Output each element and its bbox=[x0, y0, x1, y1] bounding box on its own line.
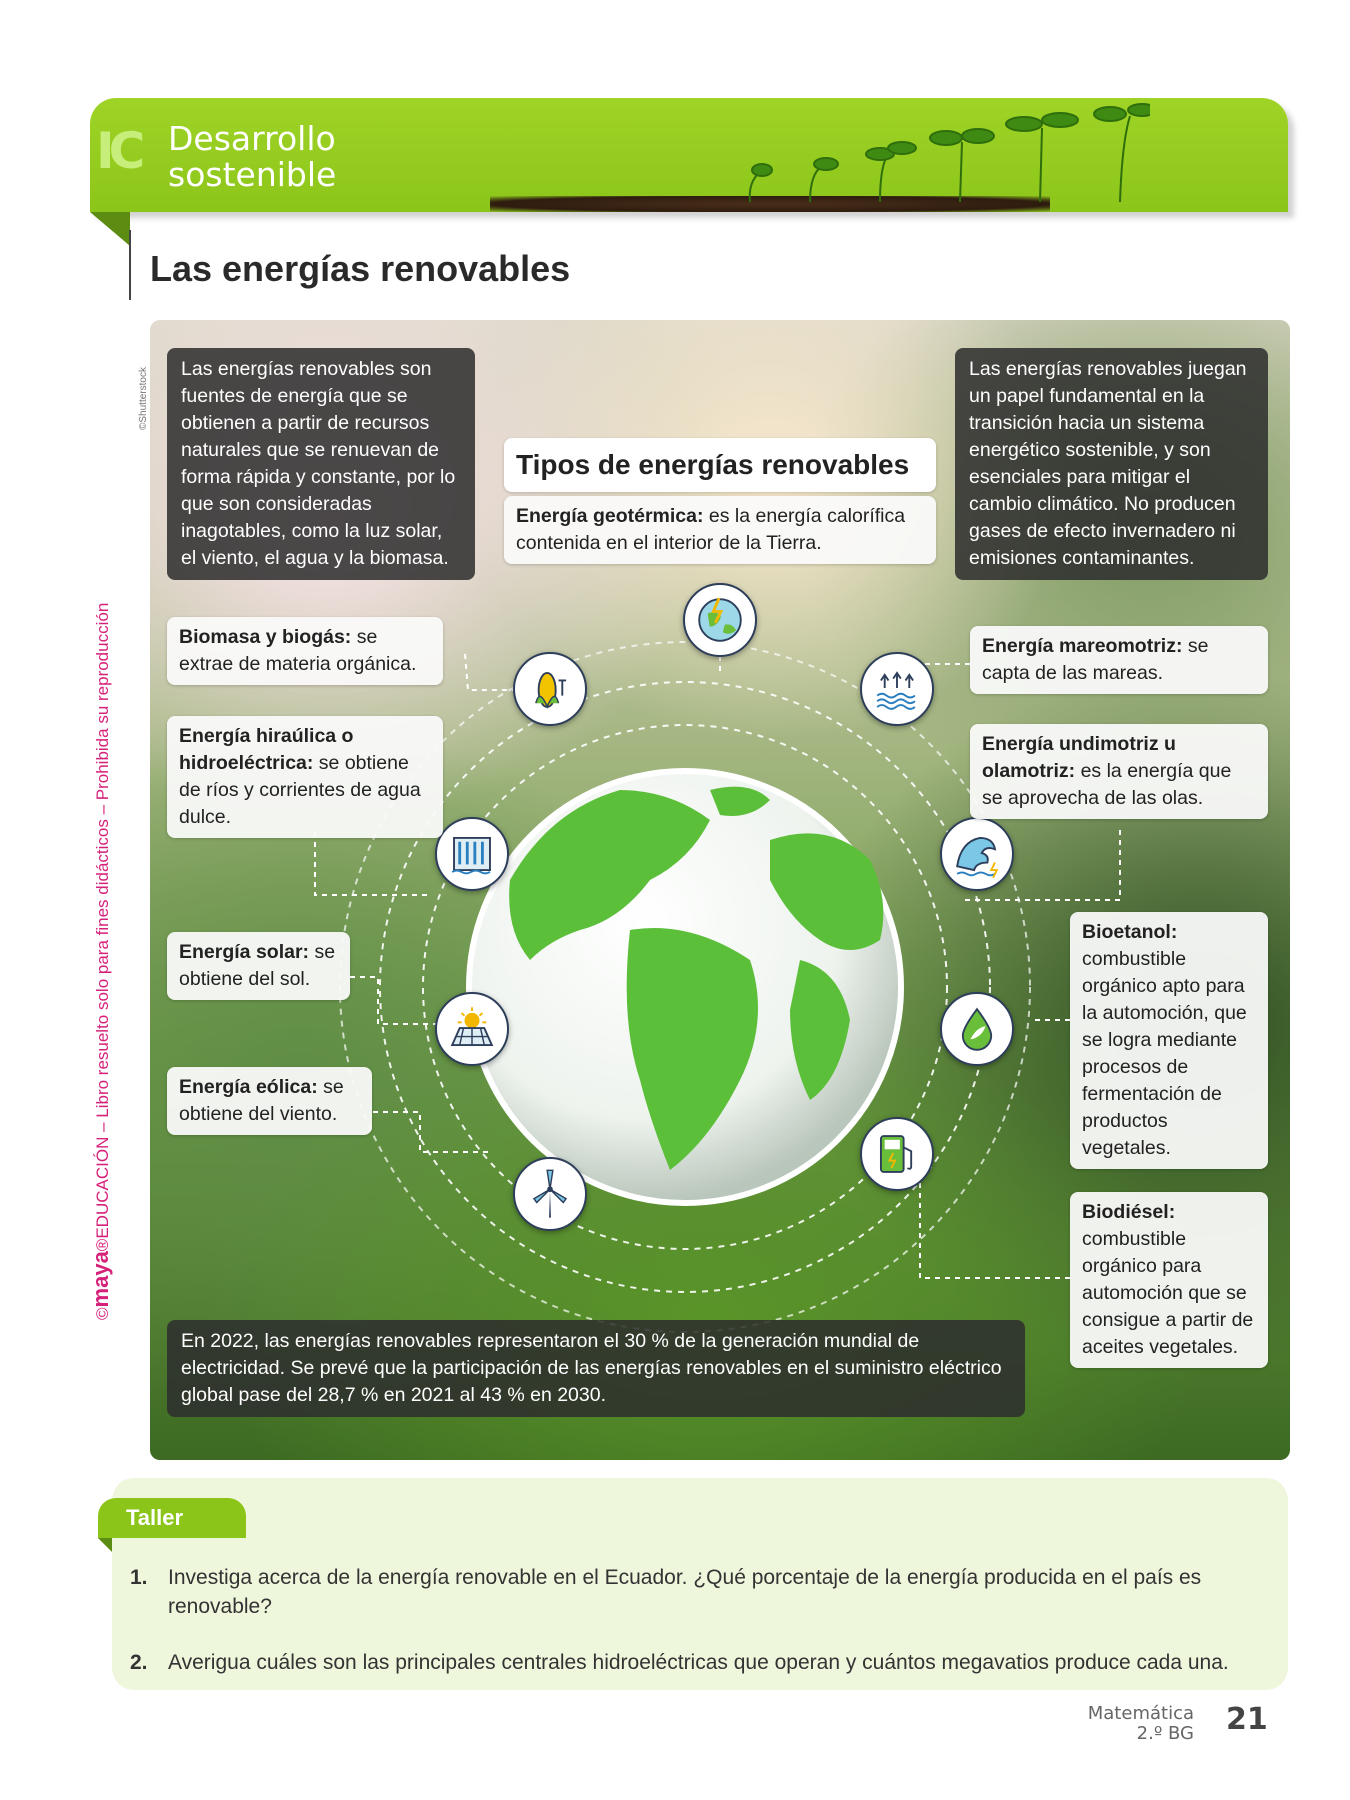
biofuel-drop-icon bbox=[940, 992, 1014, 1066]
eolica-box: Energía eólica: se obtiene del viento. bbox=[167, 1067, 372, 1135]
bioetanol-box: Bioetanol: combustible orgánico apto para la automoción, que se logra mediante procesos de fermentación de productos vegetales. bbox=[1070, 912, 1268, 1169]
section-title: Desarrollo sostenible bbox=[168, 119, 337, 194]
infographic-panel bbox=[150, 320, 1290, 1460]
image-credit: ©Shutterstock bbox=[138, 367, 149, 430]
footer-subject: Matemática 2.º BG bbox=[1087, 1703, 1194, 1744]
stat-text-box: En 2022, las energías renovables representaron el 30 % de la generación mundial de electricidad. Se prevé que la participación de las energías renovables en el suministro eléctrico global pase del 28,7 % en 2021 al 43 % en 2030. bbox=[167, 1320, 1025, 1417]
undimotriz-box: Energía undimotriz u olamotriz: es la energía que se aprovecha de las olas. bbox=[970, 724, 1268, 819]
header-fold bbox=[90, 212, 130, 246]
fuel-pump-icon bbox=[860, 1117, 934, 1191]
biomasa-box: Biomasa y biogás: se extrae de materia orgánica. bbox=[167, 617, 443, 685]
taller-tab: Taller bbox=[98, 1498, 246, 1538]
solar-box: Energía solar: se obtiene del sol. bbox=[167, 932, 350, 1000]
intro-text-box: Las energías renovables son fuentes de energía que se obtienen a partir de recursos naturales que se renuevan de forma rápida y constante, por lo que son consideradas inagotables, como la luz solar, el viento, el agua y la biomasa. bbox=[167, 348, 475, 580]
corn-plug-icon bbox=[513, 652, 587, 726]
wind-turbine-icon bbox=[513, 1157, 587, 1231]
role-text-box: Las energías renovables juegan un papel fundamental en la transición hacia un sistema energético sostenible, y son esenciales para mitigar el cambio climático. No producen gases de efecto invernadero ni emisiones contaminantes. bbox=[955, 348, 1268, 580]
wave-icon bbox=[940, 817, 1014, 891]
types-title: Tipos de energías renovables bbox=[504, 438, 936, 492]
sprouts-icon bbox=[730, 102, 1150, 206]
biodiesel-box: Biodiésel: combustible orgánico para automoción que se consigue a partir de aceites vegetales. bbox=[1070, 1192, 1268, 1368]
page-title: Las energías renovables bbox=[150, 248, 571, 289]
mareomotriz-box: Energía mareomotriz: se capta de las mareas. bbox=[970, 626, 1268, 694]
ic-logo: IC bbox=[96, 122, 140, 180]
solar-panel-icon bbox=[435, 992, 509, 1066]
tide-icon bbox=[860, 652, 934, 726]
page-number: 21 bbox=[1226, 1702, 1268, 1737]
hidraulica-box: Energía hiraúlica o hidroeléctrica: se obtiene de ríos y corrientes de agua dulce. bbox=[167, 716, 443, 838]
side-copyright-text: ©maya®EDUCACIÓN – Libro resuelto solo para fines didácticos – Prohibida su reproducción bbox=[88, 602, 113, 1320]
question-1: 1. Investiga acerca de la energía renovable en el Ecuador. ¿Qué porcentaje de la energía producida en el país es renovable? bbox=[130, 1566, 1202, 1618]
dam-icon bbox=[435, 817, 509, 891]
question-2: 2. Averigua cuáles son las principales centrales hidroeléctricas que operan y cuántos megavatios produce cada una. bbox=[130, 1651, 1229, 1674]
title-rule bbox=[129, 230, 131, 300]
geotermica-box: Energía geotérmica: es la energía calorífica contenida en el interior de la Tierra. bbox=[504, 496, 936, 564]
earth-energy-icon bbox=[683, 583, 757, 657]
